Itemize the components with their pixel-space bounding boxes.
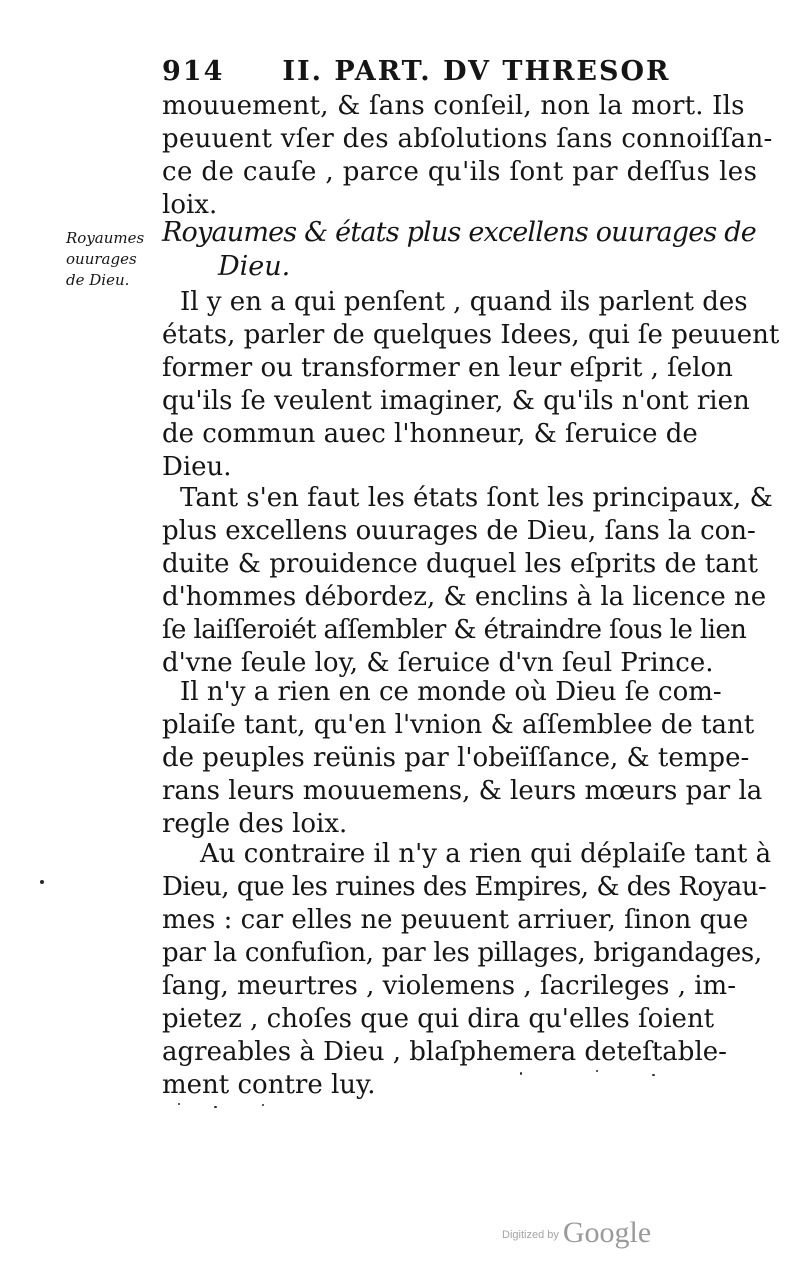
- text-line: états, parler de quelques Idees, qui ſe peuuent: [162, 320, 780, 350]
- margin-note-line: ouurages: [66, 250, 137, 268]
- text-line: plaiſe tant, qu'en l'vnion & aſſemblee de tant: [162, 710, 755, 740]
- text-line: agreables à Dieu , blaſphemera deteſtable-: [162, 1037, 727, 1067]
- paragraph-3: [162, 676, 763, 841]
- heading-line: Dieu.: [218, 251, 291, 282]
- text-line: mouuement, & ſans conſeil, non la mort. Ils: [162, 91, 745, 121]
- text-line: par la confuſion, par les pillages, brigandages,: [162, 938, 762, 968]
- text-line: former ou transformer en leur eſprit , ſelon: [162, 353, 733, 383]
- google-watermark: [502, 1216, 651, 1250]
- text-line: Au contraire il n'y a rien qui déplaiſe tant à: [200, 839, 772, 869]
- text-line: loix.: [162, 190, 218, 220]
- page-number: 914: [162, 56, 225, 87]
- section-heading: [162, 216, 756, 284]
- text-line: rans leurs mouuemens, & leurs mœurs par la: [162, 776, 763, 806]
- text-line: Dieu.: [162, 452, 232, 482]
- text-line: qu'ils ſe veulent imaginer, & qu'ils n'ont rien: [162, 386, 750, 416]
- scan-speck: [214, 1106, 217, 1108]
- scan-speck: [262, 1104, 264, 1106]
- text-line: de peuples reünis par l'obeïſſance, & tempe-: [162, 743, 750, 773]
- continuation-text: [162, 90, 773, 222]
- scan-speck: [652, 1074, 655, 1076]
- text-line: d'hommes débordez, & enclins à la licence ne: [162, 582, 767, 612]
- paragraph-1: [162, 286, 780, 484]
- text-line: regle des loix.: [162, 809, 348, 839]
- text-line: de commun auec l'honneur, & ſeruice de: [162, 419, 698, 449]
- running-head: [162, 56, 671, 87]
- text-line: Dieu, que les ruines des Empires, & des Royau-: [162, 872, 767, 902]
- text-line: Tant s'en faut les états ſont les principaux, &: [180, 483, 773, 513]
- text-line: ment contre luy.: [162, 1070, 376, 1100]
- text-line: Il y en a qui penſent , quand ils parlent des: [180, 287, 748, 317]
- margin-note-line: Royaumes: [66, 229, 145, 247]
- text-line: plus excellens ouurages de Dieu, ſans la con-: [162, 516, 756, 546]
- text-line: d'vne ſeule loy, & ſeruice d'vn ſeul Prince.: [162, 648, 714, 678]
- text-line: ſe laiſſeroiét aſſembler & étraindre ſous le lien: [162, 615, 747, 645]
- paragraph-4: [162, 838, 772, 1102]
- text-line: duite & prouidence duquel les eſprits de tant: [162, 549, 758, 579]
- text-line: ce de cauſe , parce qu'ils ſont par deſſus les: [162, 157, 758, 187]
- watermark-prefix: Digitized by: [502, 1229, 559, 1241]
- text-line: ſang, meurtres , violemens , ſacrileges , im-: [162, 971, 736, 1001]
- margin-note: [66, 228, 162, 291]
- text-line: Il n'y a rien en ce monde où Dieu ſe com-: [180, 677, 722, 707]
- paragraph-2: [162, 482, 773, 680]
- heading-line: Royaumes & états plus excellens ouurages de: [162, 217, 756, 248]
- scan-speck: [40, 880, 44, 884]
- text-line: mes : car elles ne peuuent arriuer, ſinon que: [162, 905, 749, 935]
- scan-speck: [596, 1070, 598, 1072]
- text-line: pietez , choſes que qui dira qu'elles ſoient: [162, 1004, 715, 1034]
- running-title: II. PART. DV THRESOR: [282, 56, 671, 87]
- scan-speck: [178, 1103, 180, 1105]
- scan-speck: [520, 1072, 522, 1075]
- google-logo: Google: [562, 1216, 652, 1249]
- text-line: peuuent vſer des abſolutions ſans connoiſſan-: [162, 124, 773, 154]
- margin-note-line: de Dieu.: [66, 271, 130, 289]
